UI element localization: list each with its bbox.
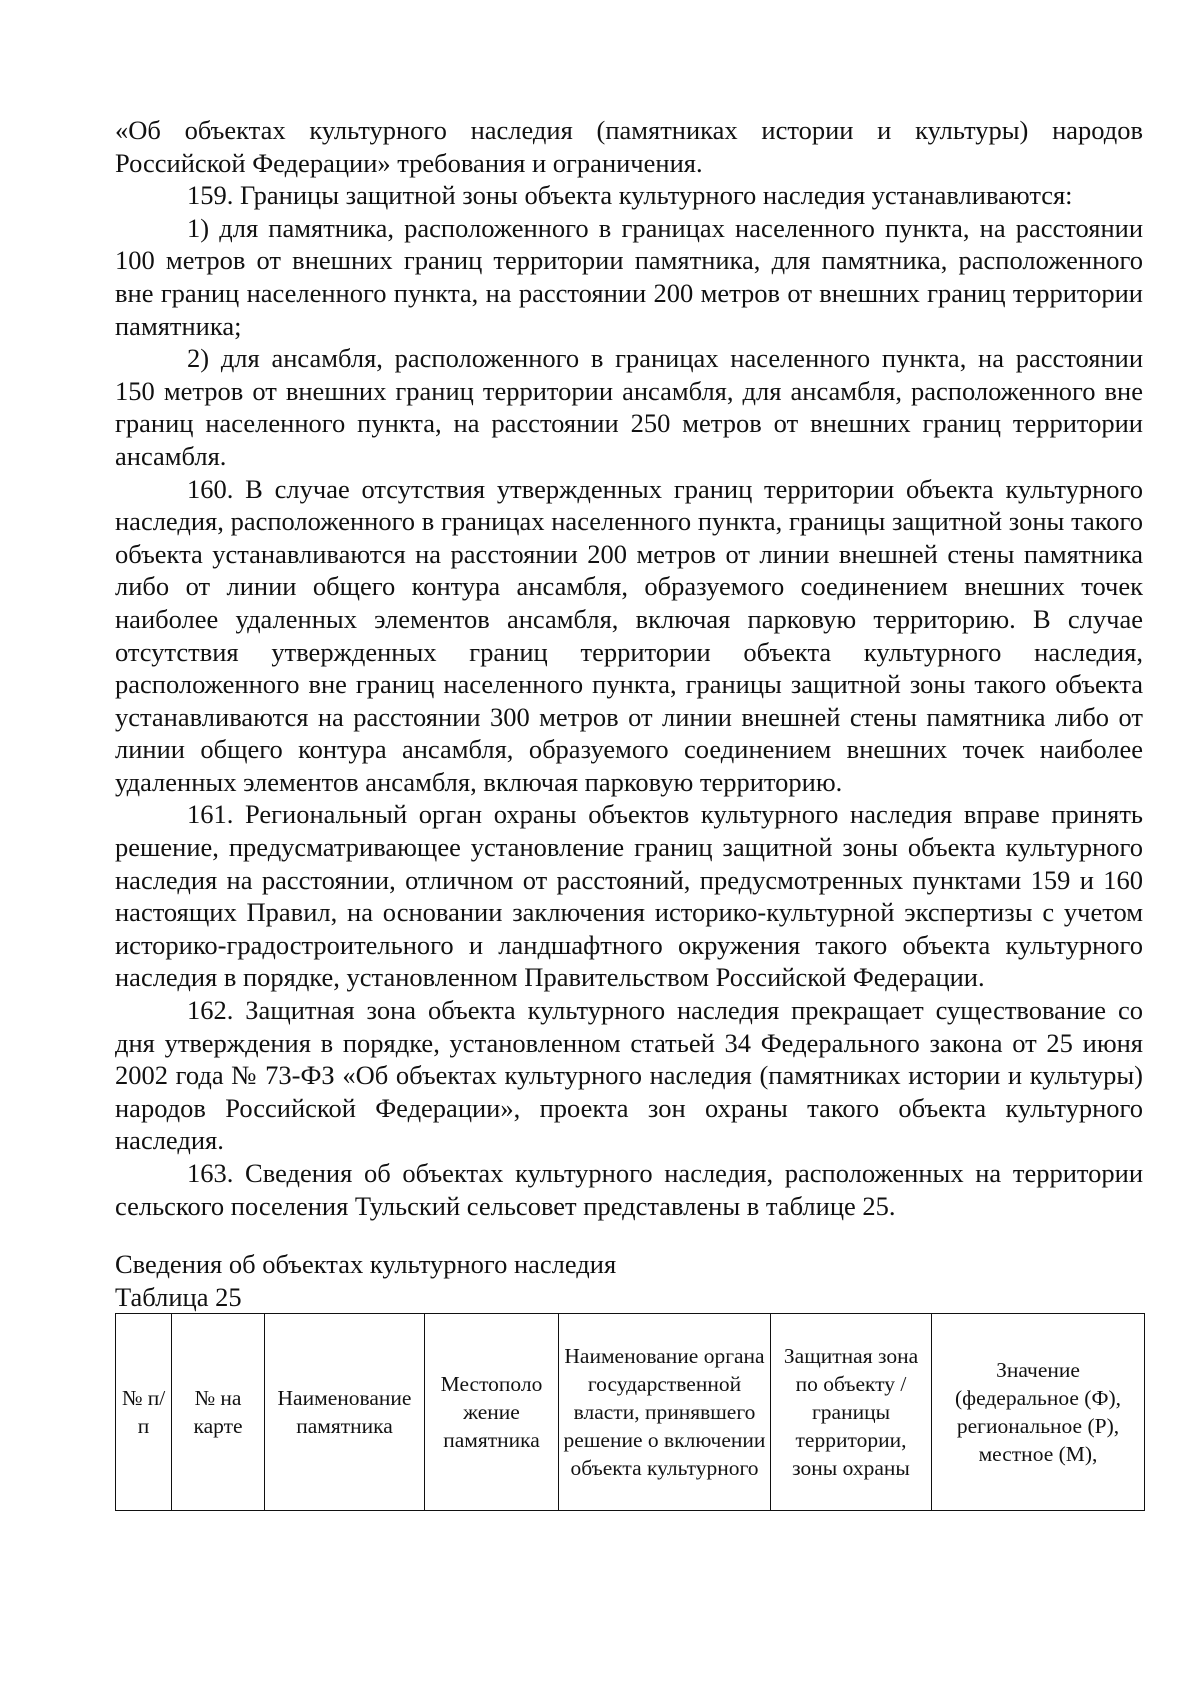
header-location: Местополо жение памятника (425, 1314, 559, 1511)
paragraph: 162. Защитная зона объекта культурного наследия прекращает существование со дня утверждения в порядке, установленном статьей 34 Федерального закона от 25 июня 2002 года № 73-ФЗ «Об объектах культурного наследия (памятниках истории и культуры) народов Российской Федерации», проекта зон охраны такого объекта культурного наследия. (115, 995, 1143, 1156)
header-map-number: № на карте (172, 1314, 265, 1511)
header-protection-zone: Защитная зона по объекту / границы территории, зоны охраны (771, 1314, 932, 1511)
paragraph: 2) для ансамбля, расположенного в границах населенного пункта, на расстоянии 150 метров от внешних границ территории ансамбля, для ансамбля, расположенного вне границ населенного пункта, на расстоянии 250 метров от внешних границ территории ансамбля. (115, 343, 1143, 471)
header-monument-name: Наименование памятника (265, 1314, 425, 1511)
header-authority: Наименование органа государственной власти, принявшего решение о включении объекта культурного (559, 1314, 771, 1511)
table-number: Таблица 25 (115, 1281, 242, 1312)
paragraph: 163. Сведения об объектах культурного наследия, расположенных на территории сельского поселения Тульский сельсовет представлены в таблице 25. (115, 1158, 1143, 1221)
header-row-number: № п/п (116, 1314, 172, 1511)
table-header-row (116, 1314, 1145, 1511)
document-page (115, 114, 1143, 1511)
paragraph: 159. Границы защитной зоны объекта культурного наследия устанавливаются: (187, 180, 1073, 211)
table-caption: Сведения об объектах культурного наследия (115, 1249, 617, 1280)
paragraph: «Об объектах культурного наследия (памятниках истории и культуры) народов Российской Федерации» требования и ограничения. (115, 115, 1143, 178)
paragraph: 161. Региональный орган охраны объектов культурного наследия вправе принять решение, предусматривающее установление границ защитной зоны объекта культурного наследия на расстоянии, отличном от расстояний, предусмотренных пунктами 159 и 160 настоящих Правил, на основании заключения историко-культурной экспертизы с учетом историко-градостроительного и ландшафтного окружения такого объекта культурного наследия в порядке, установленном Правительством Российской Федерации. (115, 799, 1143, 993)
header-significance: Значение (федеральное (Ф), региональное (Р), местное (М), (932, 1314, 1145, 1511)
paragraph: 160. В случае отсутствия утвержденных границ территории объекта культурного наследия, расположенного в границах населенного пункта, границы защитной зоны такого объекта устанавливаются на расстоянии 200 метров от линии внешней стены памятника либо от линии общего контура ансамбля, образуемого соединением внешних точек наиболее удаленных элементов ансамбля, включая парковую территорию. В случае отсутствия утвержденных границ территории объекта культурного наследия, расположенного вне границ населенного пункта, границы защитной зоны такого объекта устанавливаются на расстоянии 300 метров от линии внешней стены памятника либо от линии общего контура ансамбля, образуемого соединением внешних точек наиболее удаленных элементов ансамбля, включая парковую территорию. (115, 473, 1143, 797)
body-text (115, 114, 1143, 1222)
paragraph: 1) для памятника, расположенного в границах населенного пункта, на расстоянии 100 метров от внешних границ территории памятника, для памятника, расположенного вне границ населенного пункта, на расстоянии 200 метров от внешних границ территории памятника; (115, 212, 1143, 341)
heritage-table (115, 1313, 1145, 1511)
